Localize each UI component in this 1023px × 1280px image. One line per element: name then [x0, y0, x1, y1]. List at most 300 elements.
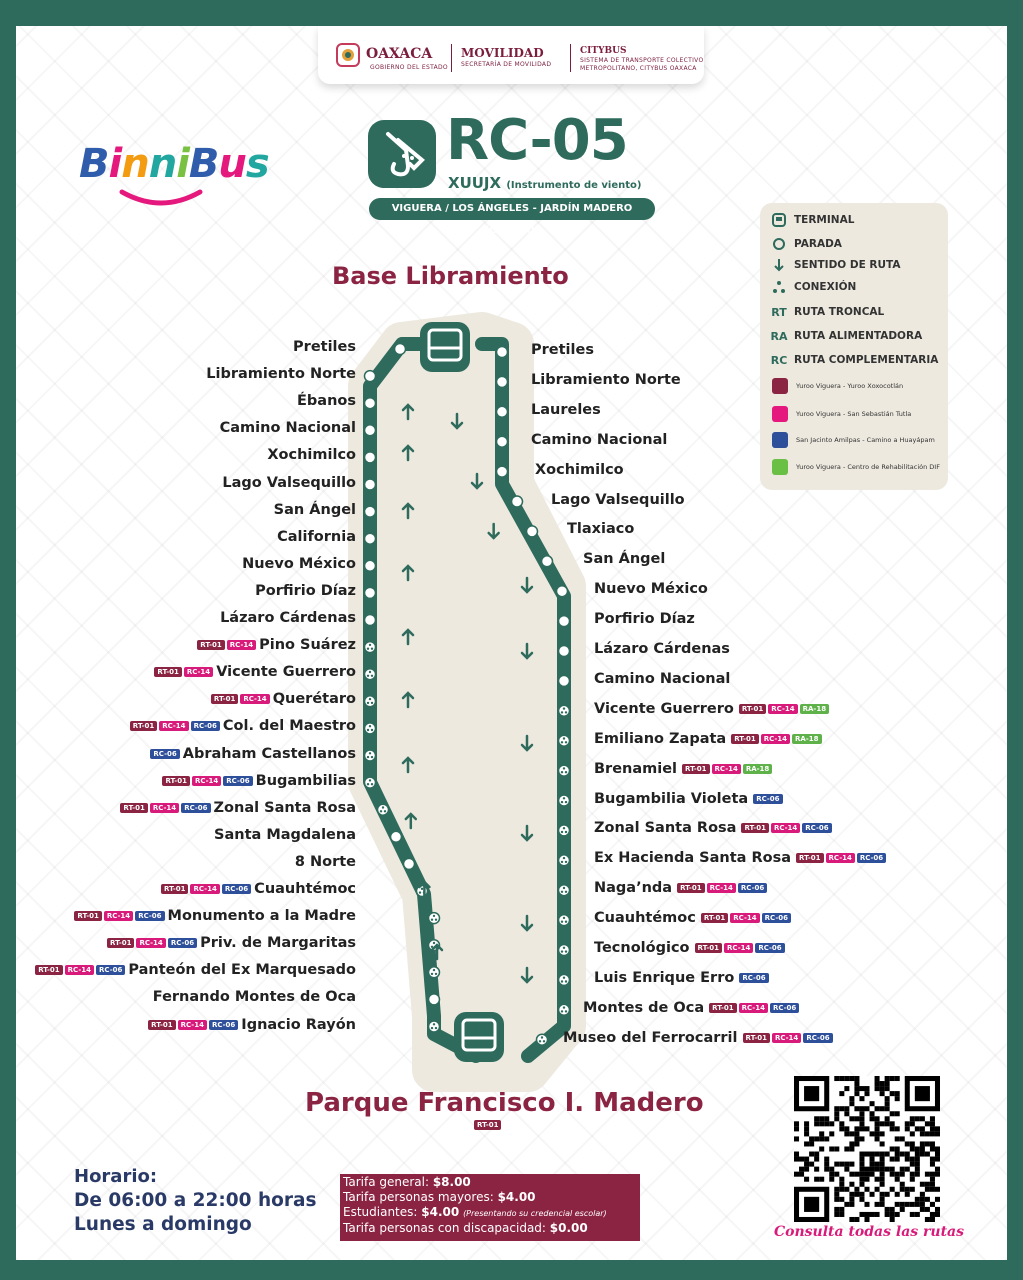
stop-icon [365, 506, 376, 517]
qr-module [925, 1187, 930, 1192]
qr-module [890, 1126, 895, 1131]
stop-label-right [531, 372, 681, 388]
qr-module [915, 1116, 920, 1121]
qr-module [864, 1202, 869, 1207]
qr-module [849, 1172, 854, 1177]
qr-module [824, 1116, 829, 1121]
stop-name: Bugambilias [255, 772, 356, 789]
qr-module [880, 1162, 885, 1167]
route-badge: RT-01 [107, 938, 134, 948]
qr-module [885, 1121, 890, 1126]
connection-stop-icon [429, 913, 440, 924]
qr-module [920, 1141, 925, 1146]
route-badge: RC-06 [802, 823, 831, 833]
qr-module [859, 1126, 864, 1131]
qr-module [814, 1152, 819, 1157]
qr-module [854, 1081, 859, 1086]
stop-label-right [594, 970, 770, 986]
qr-module [864, 1177, 869, 1182]
qr-module [849, 1101, 854, 1106]
route-badge: RC-14 [184, 667, 213, 677]
qr-module [844, 1086, 849, 1091]
fare-value: $4.00 [497, 1190, 536, 1204]
stop-icon [559, 616, 570, 627]
connection-stop-icon [365, 750, 376, 761]
agency-sub: SECRETARÍA DE MOVILIDAD [461, 61, 552, 68]
stop-label-right [594, 791, 784, 807]
connection-dot [563, 767, 565, 769]
qr-module [834, 1162, 839, 1167]
qr-module [854, 1126, 859, 1131]
connection-stop-icon [559, 885, 570, 896]
qr-module [849, 1131, 854, 1136]
qr-module [895, 1126, 900, 1131]
qr-module [870, 1172, 875, 1177]
qr-module [870, 1101, 875, 1106]
qr-module [925, 1172, 930, 1177]
route-badge: RT-01 [743, 1033, 770, 1043]
legend-label: PARADA [794, 238, 842, 250]
route-badge: RA-18 [792, 734, 821, 744]
route-badge: RT-01 [211, 694, 238, 704]
qr-module [930, 1131, 935, 1136]
qr-module [814, 1136, 819, 1141]
stop-name: Lázaro Cárdenas [220, 610, 356, 626]
route-badge: RT-01 [35, 965, 62, 975]
connection-dot [565, 980, 567, 982]
qr-module [824, 1121, 829, 1126]
route-badge: RC-06 [222, 884, 251, 894]
connection-stop-icon [559, 705, 570, 716]
route-badge: RC-14 [240, 694, 269, 704]
stop-name: California [277, 528, 356, 545]
route-badge: RC-14 [190, 884, 219, 894]
qr-module [854, 1136, 859, 1141]
qr-module [829, 1121, 834, 1126]
connection-dot [561, 921, 563, 923]
stop-name: Cuauhtémoc [594, 910, 696, 927]
qr-module [854, 1106, 859, 1111]
qr-module [870, 1157, 875, 1162]
qr-module [854, 1076, 859, 1081]
qr-module [895, 1202, 900, 1207]
stop-name: Porfirio Díaz [594, 611, 695, 628]
legend-label: SENTIDO DE RUTA [794, 259, 901, 271]
qr-module [804, 1167, 809, 1172]
stop-label-left [206, 366, 356, 382]
connection-stop-icon [365, 669, 376, 680]
route-badge: RC-14 [739, 1003, 768, 1013]
qr-module [880, 1157, 885, 1162]
qr-module [834, 1076, 839, 1081]
qr-module [819, 1177, 824, 1182]
qr-module [895, 1091, 900, 1096]
qr-module [910, 1162, 915, 1167]
stop-label-left [293, 339, 356, 355]
qr-module [895, 1212, 900, 1217]
qr-module [885, 1212, 890, 1217]
connection-badges [153, 667, 214, 677]
qr-module [915, 1167, 920, 1172]
fare-label: Tarifa personas mayores: [343, 1190, 498, 1204]
stop-name: Laureles [531, 401, 601, 418]
connection-stop-icon [559, 855, 570, 866]
route-badge: RT-01 [731, 734, 758, 744]
connection-stop-icon [559, 795, 570, 806]
connection-badges [119, 803, 211, 813]
qr-module [915, 1212, 920, 1217]
qr-module [864, 1212, 869, 1217]
qr-module [910, 1212, 915, 1217]
connection-dot [561, 861, 563, 863]
stop-name: Panteón del Ex Marquesado [128, 962, 356, 979]
stop-name: Fernando Montes de Oca [152, 989, 356, 1006]
brand-letter: i [176, 141, 189, 187]
stop-label-right [535, 462, 624, 478]
brand-letter: i [108, 141, 122, 187]
qr-module [880, 1192, 885, 1197]
qr-module [804, 1131, 809, 1136]
connection-dot [369, 752, 371, 754]
qr-module [870, 1212, 875, 1217]
qr-module [859, 1162, 864, 1167]
qr-module [900, 1182, 905, 1187]
connection-dot [563, 1006, 565, 1008]
stop-name: Bugambilia Violeta [594, 790, 749, 807]
stop-icon [557, 586, 568, 597]
stop-icon [497, 406, 508, 417]
route-badge: RC-14 [227, 640, 256, 650]
connection-dot [561, 801, 563, 803]
stop-label-left [242, 556, 356, 572]
qr-module [804, 1086, 819, 1101]
stop-name: Ex Hacienda Santa Rosa [594, 850, 792, 867]
qr-module [890, 1121, 895, 1126]
qr-module [799, 1167, 804, 1172]
stop-name: Abraham Castellanos [182, 745, 356, 762]
qr-module [859, 1152, 864, 1157]
qr-module [834, 1207, 839, 1212]
qr-module [895, 1146, 900, 1151]
qr-module [804, 1126, 809, 1131]
qr-module [895, 1111, 900, 1116]
qr-module [849, 1217, 854, 1222]
fare-disability [343, 1221, 640, 1236]
stop-name: Priv. de Margaritas [200, 935, 356, 952]
connection-dot [431, 1027, 433, 1029]
qr-module [890, 1167, 895, 1172]
connection-dot [369, 779, 371, 781]
qr-module [915, 1146, 920, 1151]
qr-module [935, 1167, 940, 1172]
connection-dot [433, 942, 435, 944]
qr-module [859, 1157, 864, 1162]
connection-badges [740, 823, 832, 833]
connection-stop-icon [559, 825, 570, 836]
qr-module [915, 1157, 920, 1162]
connection-dot [369, 671, 371, 673]
qr-module [910, 1157, 915, 1162]
stop-label-left [106, 935, 356, 951]
stop-label-left [153, 989, 356, 1005]
stop-name: Santa Magdalena [214, 826, 356, 843]
route-badge: RC-06 [755, 943, 784, 953]
qr-module [905, 1167, 910, 1172]
qr-module [849, 1162, 854, 1167]
qr-module [844, 1146, 849, 1151]
qr-module [809, 1136, 814, 1141]
stop-icon [365, 615, 376, 626]
stop-label-left [220, 610, 356, 626]
stop-name: Emiliano Zapata [594, 730, 727, 747]
route-badge: RC-06 [223, 776, 252, 786]
connection-dot [419, 891, 421, 893]
qr-module [905, 1126, 910, 1131]
stop-label-left [196, 637, 356, 653]
qr-module [875, 1177, 880, 1182]
qr-module [910, 1202, 915, 1207]
connection-badges [161, 776, 253, 786]
stop-label-right [594, 850, 887, 866]
stop-name: Montes de Oca [583, 999, 705, 1016]
stop-icon [497, 347, 508, 358]
qr-module [910, 1172, 915, 1177]
qr-module [920, 1126, 925, 1131]
route-badge: RC-06 [96, 965, 125, 975]
schedule-text: horas [251, 1190, 317, 1211]
connection-stop-icon [559, 974, 570, 985]
qr-module [890, 1172, 895, 1177]
agency-name: MOVILIDAD [461, 46, 544, 60]
qr-module [839, 1091, 844, 1096]
route-badge: RC-14 [724, 943, 753, 953]
connection-dot [561, 831, 563, 833]
connection-badges [708, 1003, 800, 1013]
qr-module [935, 1152, 940, 1157]
stop-name: Col. del Maestro [222, 718, 356, 735]
stop-name: Camino Nacional [594, 670, 731, 687]
qr-module [824, 1157, 829, 1162]
qr-module [930, 1177, 935, 1182]
qr-module [849, 1192, 854, 1197]
route-badge: RC-06 [738, 883, 767, 893]
qr-module [930, 1146, 935, 1151]
qr-module [915, 1202, 920, 1207]
stop-label-right [594, 940, 786, 956]
rc-code: RC [770, 353, 788, 367]
qr-module [885, 1101, 890, 1106]
qr-module [895, 1152, 900, 1157]
qr-module [910, 1146, 915, 1151]
qr-module [819, 1136, 824, 1141]
qr-module [844, 1187, 849, 1192]
qr-module [829, 1167, 834, 1172]
qr-module [794, 1172, 799, 1177]
qr-module [814, 1177, 819, 1182]
qr-module [905, 1157, 910, 1162]
qr-module [895, 1172, 900, 1177]
connection-badges [700, 913, 792, 923]
route-badge: RT-01 [130, 721, 157, 731]
qr-module [839, 1197, 844, 1202]
qr-module [834, 1146, 839, 1151]
route-badge: RT-01 [74, 911, 101, 921]
connection-stop-icon [429, 1021, 440, 1032]
stop-label-right [567, 521, 634, 537]
connection-dot [561, 741, 563, 743]
connection-dot [433, 969, 435, 971]
qr-module [885, 1096, 890, 1101]
route-badge: RT-01 [154, 667, 181, 677]
qr-module [864, 1217, 869, 1222]
connection-stop-icon [365, 777, 376, 788]
qr-module [875, 1212, 880, 1217]
route-badge: RC-14 [104, 911, 133, 921]
connection-dot [539, 1040, 541, 1042]
route-badge: RT-01 [701, 913, 728, 923]
stop-name: Xochimilco [535, 461, 624, 478]
qr-module [859, 1177, 864, 1182]
citybus-sub: SISTEMA DE TRANSPORTE COLECTIVO [580, 57, 704, 64]
connection-dot [563, 827, 565, 829]
stop-name: Porfirio Díaz [255, 582, 356, 599]
qr-module [859, 1167, 864, 1172]
qr-module [925, 1121, 930, 1126]
stop-name: San Ángel [583, 551, 666, 568]
qr-module [905, 1141, 910, 1146]
qr-module [864, 1167, 869, 1172]
qr-module [849, 1141, 854, 1146]
stop-icon [365, 533, 376, 544]
qr-module [804, 1162, 809, 1167]
route-badge: RT-01 [739, 704, 766, 714]
qr-module [885, 1207, 890, 1212]
qr-module [829, 1131, 834, 1136]
qr-module [875, 1136, 880, 1141]
stop-name: Cuauhtémoc [254, 881, 356, 897]
qr-module [880, 1172, 885, 1177]
stop-name: Luis Enrique Erro [594, 969, 735, 986]
qr-module [935, 1126, 940, 1131]
route-badge: RC-06 [857, 853, 886, 863]
stop-label-left [295, 854, 356, 870]
qr-module [930, 1182, 935, 1187]
stop-icon [365, 371, 376, 382]
connection-dot [561, 980, 563, 982]
qr-module [814, 1121, 819, 1126]
qr-module [920, 1197, 925, 1202]
connection-dot [369, 725, 371, 727]
qr-module [880, 1177, 885, 1182]
stop-name: Pretiles [531, 342, 594, 358]
connection-dot [565, 1010, 567, 1012]
qr-module [875, 1187, 880, 1192]
qr-module [854, 1116, 859, 1121]
connection-badges [160, 884, 252, 894]
stop-icon [559, 675, 570, 686]
stop-label-right [551, 492, 685, 508]
qr-module [920, 1182, 925, 1187]
qr-module [839, 1207, 844, 1212]
qr-module [895, 1157, 900, 1162]
qr-module [890, 1157, 895, 1162]
qr-module [920, 1202, 925, 1207]
fare-value: $4.00 [421, 1205, 460, 1219]
route-badge: RT-01 [162, 776, 189, 786]
connection-dot [380, 810, 382, 812]
route-poster [16, 26, 1007, 1260]
qr-module [875, 1162, 880, 1167]
qr-module [834, 1192, 839, 1197]
qr-module [834, 1106, 839, 1111]
stop-label-right [563, 1030, 834, 1046]
fare-label: Tarifa general: [343, 1175, 433, 1189]
qr-module [900, 1136, 905, 1141]
qr-module [910, 1141, 915, 1146]
qr-module [935, 1197, 940, 1202]
route-badge: RC-06 [753, 794, 782, 804]
fare-note: (Presentando su credencial escolar) [463, 1209, 607, 1218]
qr-module [925, 1182, 930, 1187]
qr-module [925, 1152, 930, 1157]
fares-box [340, 1174, 640, 1241]
connection-badges [694, 943, 786, 953]
route-badge: RC-14 [65, 965, 94, 975]
route-badge: RC-14 [761, 734, 790, 744]
qr-module [880, 1091, 885, 1096]
connection-dot [565, 921, 567, 923]
schedule-title: Horario: [74, 1166, 158, 1187]
qr-module [834, 1116, 839, 1121]
connection-stop-icon [537, 1034, 548, 1045]
brand-letter: n [121, 141, 149, 187]
stop-name: Museo del Ferrocarril [563, 1029, 738, 1046]
qr-module [824, 1136, 829, 1141]
qr-module [900, 1202, 905, 1207]
fare-label: Estudiantes: [343, 1205, 422, 1219]
qr-module [844, 1162, 849, 1167]
qr-module [849, 1096, 854, 1101]
qr-module [804, 1177, 809, 1182]
stop-label-right [531, 342, 594, 358]
qr-module [920, 1152, 925, 1157]
qr-module [935, 1187, 940, 1192]
brand-letter: B [79, 141, 109, 187]
fare-value: $0.00 [549, 1221, 588, 1235]
route-badge: RT-01 [148, 1020, 175, 1030]
stop-label-left [274, 502, 356, 518]
connection-stop-icon [378, 804, 389, 815]
qr-module [880, 1141, 885, 1146]
qr-module [854, 1192, 859, 1197]
connection-dot [431, 919, 433, 921]
qr-module [864, 1126, 869, 1131]
route-badge: RT-01 [709, 1003, 736, 1013]
route-name-text: XUUJX [448, 174, 502, 192]
schedule [74, 1166, 316, 1235]
qr-module [895, 1177, 900, 1182]
stop-label-right [594, 671, 730, 687]
connection-dot [371, 675, 373, 677]
qr-code[interactable] [794, 1076, 940, 1222]
stop-label-left [277, 529, 356, 545]
qr-module [870, 1152, 875, 1157]
connection-dot [561, 950, 563, 952]
connection-dot [561, 1010, 563, 1012]
qr-module [910, 1131, 915, 1136]
stop-label-right [531, 402, 601, 418]
route-badge: RT-01 [682, 764, 709, 774]
